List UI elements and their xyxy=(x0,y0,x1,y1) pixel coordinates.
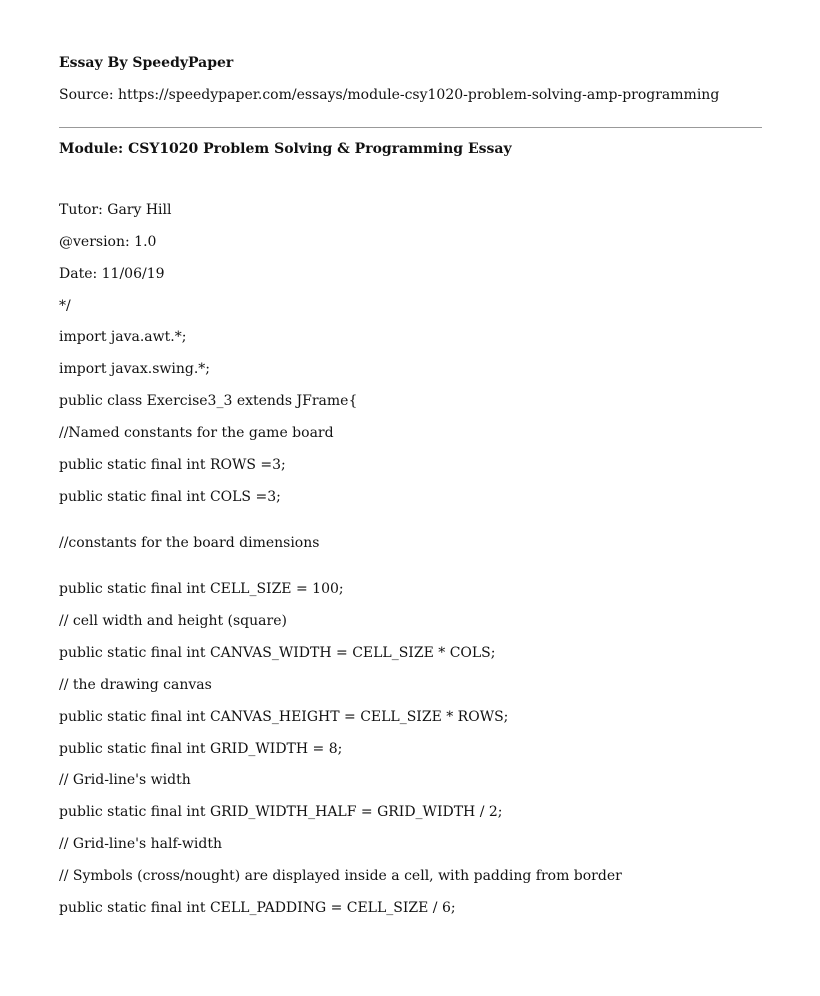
doc-line: //Named constants for the game board xyxy=(59,425,334,441)
essay-source-link[interactable]: Source: https://speedypaper.com/essays/module-csy1020-problem-solving-amp-programming xyxy=(59,87,720,103)
doc-line: // the drawing canvas xyxy=(59,677,212,693)
doc-line: public static final int ROWS =3; xyxy=(59,457,286,473)
doc-line: public static final int GRID_WIDTH = 8; xyxy=(59,741,343,757)
essay-header-title: Essay By SpeedyPaper xyxy=(59,55,234,71)
doc-line: import javax.swing.*; xyxy=(59,361,210,377)
module-title: Module: CSY1020 Problem Solving & Programming Essay xyxy=(59,141,512,157)
header-divider xyxy=(59,127,762,128)
doc-line: // Grid-line's width xyxy=(59,772,191,788)
doc-line: Date: 11/06/19 xyxy=(59,266,165,282)
doc-line: // Grid-line's half-width xyxy=(59,836,222,852)
doc-line: public static final int CANVAS_WIDTH = CELL_SIZE * COLS; xyxy=(59,645,496,661)
doc-line: */ xyxy=(59,298,71,314)
doc-line: public static final int CELL_SIZE = 100; xyxy=(59,581,344,597)
doc-line: Tutor: Gary Hill xyxy=(59,202,172,218)
doc-line: // cell width and height (square) xyxy=(59,613,287,629)
doc-line: public static final int COLS =3; xyxy=(59,489,281,505)
doc-line: // Symbols (cross/nought) are displayed inside a cell, with padding from border xyxy=(59,868,622,884)
doc-line: public static final int CELL_PADDING = CELL_SIZE / 6; xyxy=(59,900,456,916)
doc-line: import java.awt.*; xyxy=(59,329,187,345)
doc-line: @version: 1.0 xyxy=(59,234,157,250)
doc-line: //constants for the board dimensions xyxy=(59,535,320,551)
doc-line: public static final int CANVAS_HEIGHT = CELL_SIZE * ROWS; xyxy=(59,709,509,725)
doc-line: public static final int GRID_WIDTH_HALF = GRID_WIDTH / 2; xyxy=(59,804,503,820)
doc-line: public class Exercise3_3 extends JFrame{ xyxy=(59,393,358,409)
